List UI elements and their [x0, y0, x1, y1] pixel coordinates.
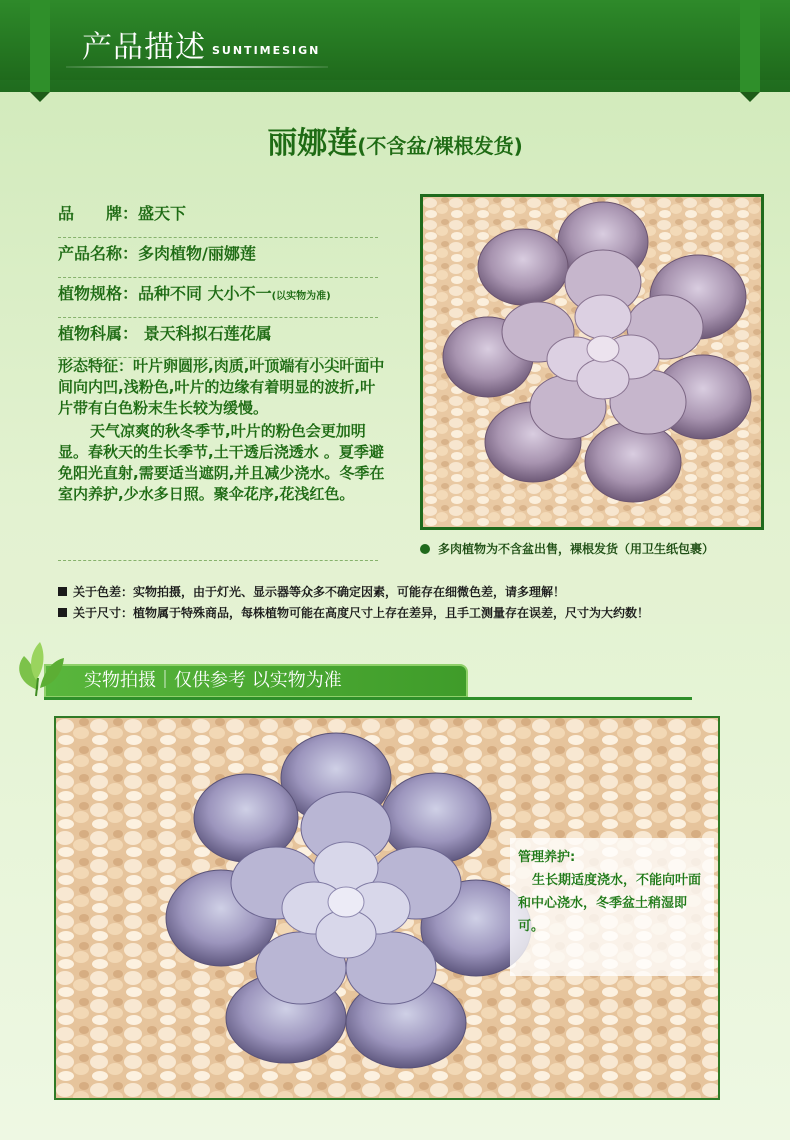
product-note: (不含盆/裸根发货) — [357, 134, 523, 158]
spec-label: 产品名称： — [58, 244, 139, 263]
spec-list — [58, 198, 378, 358]
square-bullet-icon — [58, 587, 67, 596]
care-text: 生长期适度浇水，不能向叶面和中心浇水，冬季盆土稍湿即可。 — [518, 873, 702, 934]
note-color — [58, 582, 778, 603]
spec-label: 品 牌： — [58, 204, 139, 223]
care-box — [510, 838, 714, 976]
morphology-paragraph-1: 形态特征：叶片卵圆形,肉质,叶顶端有小尖叶面中间向内凹,浅粉色,叶片的边缘有着明显的波折,叶片带有白色粉末生长较为缓慢。 — [58, 357, 385, 417]
spec-value: 多肉植物/丽娜莲 — [138, 244, 256, 263]
photo-caption — [420, 540, 780, 557]
spec-row-product-name — [58, 238, 378, 278]
square-bullet-icon — [58, 608, 67, 617]
product-title — [0, 118, 790, 162]
spec-value: 盛天下 — [138, 204, 187, 223]
note-text: 关于尺寸：植物属于特殊商品，每株植物可能在高度尺寸上存在差异，且手工测量存在误差，尺寸为大约数！ — [73, 606, 650, 620]
spec-row-size — [58, 278, 378, 318]
morphology-paragraph-2: 天气凉爽的秋冬季节,叶片的粉色会更加明显。春秋天的生长季节,土干透后浇透水 。夏季避免阳光直射,需要适当遮阴,并且减少浇水。冬季在室内养护,少水多日照。聚伞花序,花浅红色。 — [58, 422, 385, 503]
note-text: 关于色差：实物拍摄，由于灯光、显示器等众多不确定因素，可能存在细微色差，请多理解！ — [73, 585, 566, 599]
spec-row-brand — [58, 198, 378, 238]
note-size — [58, 603, 778, 624]
spec-label: 植物规格： — [58, 284, 139, 303]
product-photo — [420, 194, 764, 530]
morphology-description — [58, 356, 388, 507]
leaf-icon — [10, 640, 66, 698]
spec-value: 品种不同 大小不一 — [138, 284, 272, 303]
spec-label: 植物科属： — [58, 324, 139, 343]
spec-note: (以实物为准) — [271, 291, 331, 302]
section-title: 实物拍摄｜仅供参考 以实物为准 — [84, 670, 342, 691]
divider — [58, 560, 378, 561]
caption-text: 多肉植物为不含盆出售，裸根发货（用卫生纸包裹） — [438, 542, 715, 556]
bullet-dot-icon — [420, 544, 430, 554]
ribbon-fold-left — [30, 0, 50, 92]
product-name: 丽娜莲 — [267, 126, 358, 161]
spec-row-family — [58, 318, 378, 358]
header-title: 产品描述 — [82, 30, 206, 65]
section-underline — [44, 697, 692, 700]
succulent-photo-icon — [423, 197, 761, 527]
header-subtitle: SUNTIMESIGN — [212, 44, 321, 57]
spec-value: 景天科拟石莲花属 — [138, 324, 272, 343]
header-banner — [0, 0, 790, 92]
care-title: 管理养护: — [518, 850, 576, 865]
ribbon-fold-right — [740, 0, 760, 92]
notes — [58, 582, 778, 624]
header-divider — [66, 66, 328, 68]
